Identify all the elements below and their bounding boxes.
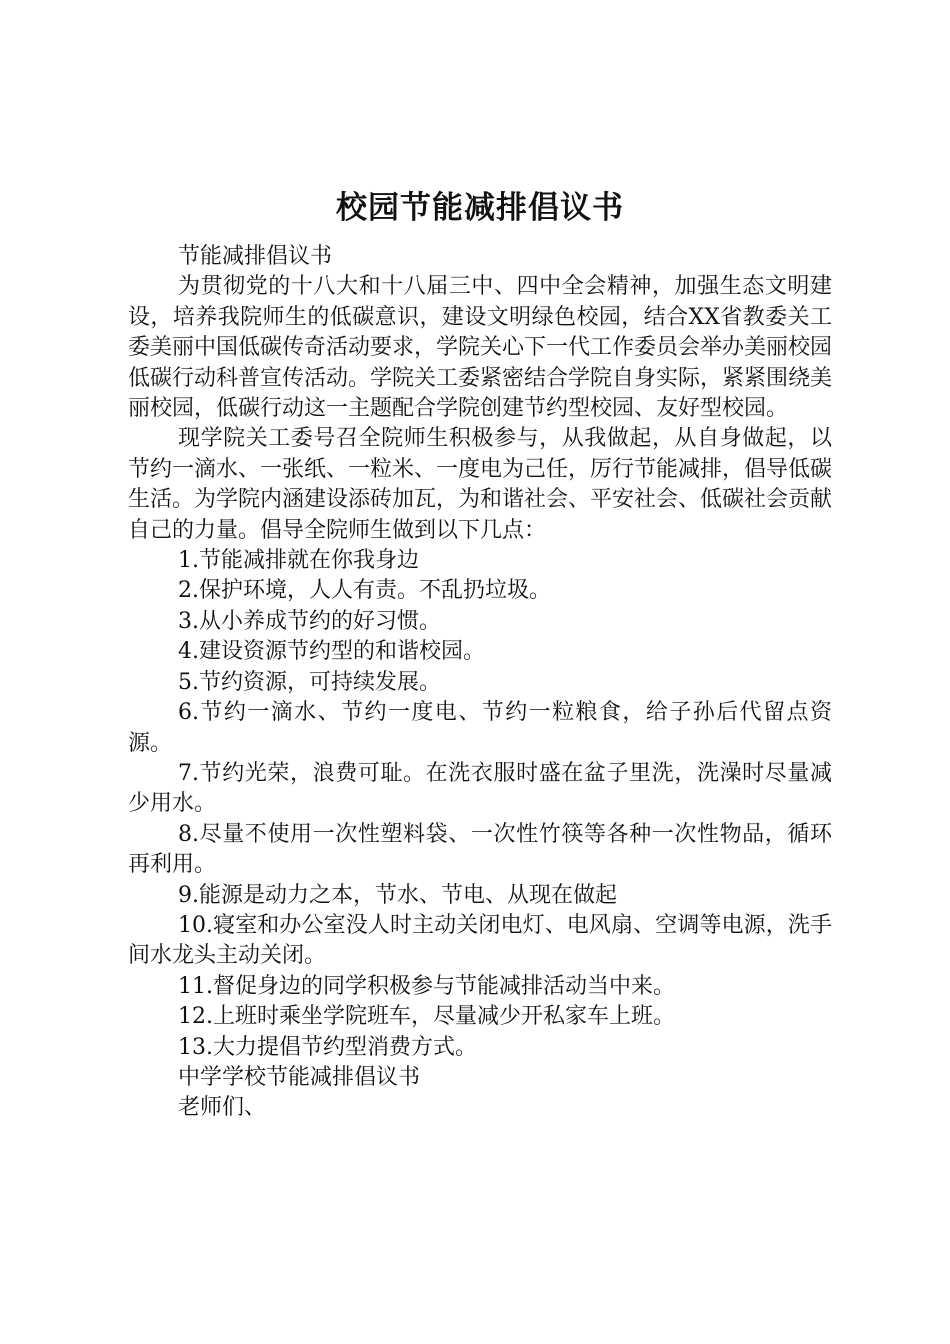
- list-item: 3.从小养成节约的好习惯。: [178, 608, 441, 634]
- list-item: 7.节约光荣，浪费可耻。在洗衣服时盛在盆子里洗，洗澡时尽量减少用水。: [128, 760, 832, 817]
- list-item: 5.节约资源，可持续发展。: [178, 669, 441, 695]
- subtitle-paragraph: 节能减排倡议书: [178, 244, 333, 269]
- list-item: 9.能源是动力之本，节水、节电、从现在做起: [178, 882, 617, 908]
- document-body: [128, 242, 832, 1124]
- list-item: 4.建设资源节约型的和谐校园。: [178, 639, 485, 665]
- list-item: 1.节能减排就在你我身边: [178, 548, 419, 574]
- salutation: 老师们、: [178, 1095, 267, 1121]
- list-item: 10.寝室和办公室没人时主动关闭电灯、电风扇、空调等电源，洗手间水龙头主动关闭。: [128, 912, 832, 969]
- list-item: 8.尽量不使用一次性塑料袋、一次性竹筷等各种一次性物品，循环再利用。: [128, 821, 832, 878]
- intro-paragraph: 为贯彻党的十八大和十八届三中、四中全会精神，加强生态文明建设，培养我院师生的低碳意识，建设文明绿色校园，结合XX省教委关工委美丽中国低碳传奇活动要求，学院关心下一代工作委员会举办美丽校园低碳行动科普宣传活动。学院关工委紧密结合学院自身实际，紧紧围绕美丽校园，低碳行动这一主题配合学院创建节约型校园、友好型校园。: [128, 274, 833, 422]
- call-paragraph: 现学院关工委号召全院师生积极参与，从我做起，从自身做起，以节约一滴水、一张纸、一粒米、一度电为己任，厉行节能减排，倡导低碳生活。为学院内涵建设添砖加瓦，为和谐社会、平安社会、低碳社会贡献自己的力量。倡导全院师生做到以下几点：: [128, 426, 833, 543]
- list-item: 6.节约一滴水、节约一度电、节约一粒粮食，给子孙后代留点资源。: [128, 700, 832, 756]
- list-item: 11.督促身边的同学积极参与节能减排活动当中来。: [178, 973, 675, 999]
- list-item: 12.上班时乘坐学院班车，尽量减少开私家车上班。: [178, 1004, 675, 1030]
- list-item: 2.保护环境，人人有责。不乱扔垃圾。: [178, 578, 551, 604]
- list-item: 13.大力提倡节约型消费方式。: [178, 1034, 477, 1060]
- document-page: [128, 180, 832, 1124]
- document-title: 校园节能减排倡议书: [336, 190, 624, 226]
- section-heading: 中学学校节能减排倡议书: [178, 1064, 421, 1090]
